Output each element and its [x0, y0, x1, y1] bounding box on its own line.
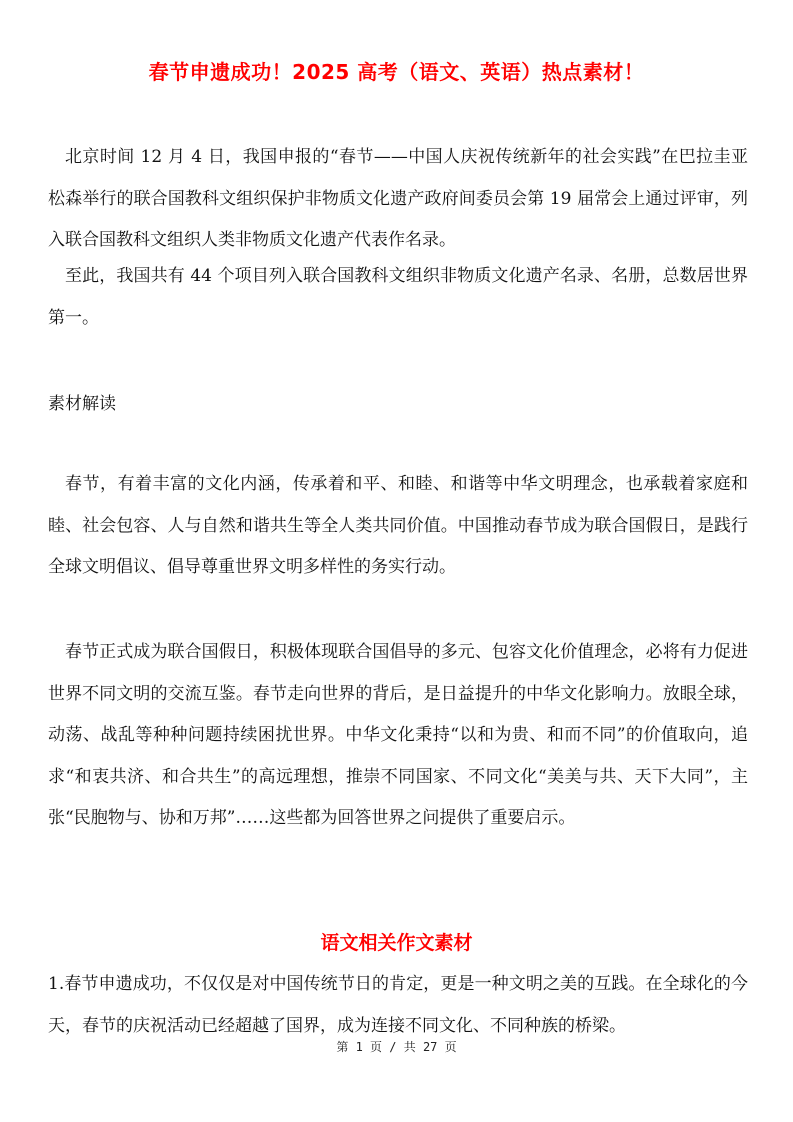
intro-paragraph-2: 至此，我国共有 44 个项目列入联合国教科文组织非物质文化遗产名录、名册，总数居世界第一。	[48, 266, 748, 328]
section-label: 素材解读	[48, 394, 116, 414]
document-title: 春节申遗成功！2025 高考（语文、英语）热点素材！	[148, 60, 645, 84]
interpretation-paragraph-1: 春节，有着丰富的文化内涵，传承着和平、和睦、和谐等中华文明理念，也承载着家庭和睦、社会包容、人与自然和谐共生等全人类共同价值。中国推动春节成为联合国假日，是践行全球文明倡议、倡导尊重世界文明多样性的务实行动。	[48, 474, 748, 577]
intro-paragraph-1: 北京时间 12 月 4 日，我国申报的“春节——中国人庆祝传统新年的社会实践”在巴拉圭亚松森举行的联合国教科文组织保护非物质文化遗产政府间委员会第 19 届常会上通过评审，列入联合国教科文组织人类非物质文化遗产代表作名录。	[48, 147, 748, 250]
interpretation-paragraph-2: 春节正式成为联合国假日，积极体现联合国倡导的多元、包容文化价值理念，必将有力促进世界不同文明的交流互鉴。春节走向世界的背后，是日益提升的中华文化影响力。放眼全球，动荡、战乱等种种问题持续困扰世界。中华文化秉持“以和为贵、和而不同”的价值取向，追求“和衷共济、和合共生”的高远理想，推崇不同国家、不同文化“美美与共、天下大同”，主张“民胞物与、协和万邦”……这些都为回答世界之问提供了重要启示。	[48, 642, 748, 828]
section-title: 语文相关作文素材	[320, 932, 473, 954]
page-footer: 第 1 页 / 共 27 页	[336, 1040, 457, 1054]
numbered-item-1: 1.春节申遗成功，不仅仅是对中国传统节日的肯定，更是一种文明之美的互践。在全球化的今天，春节的庆祝活动已经超越了国界，成为连接不同文化、不同种族的桥梁。	[48, 974, 748, 1036]
